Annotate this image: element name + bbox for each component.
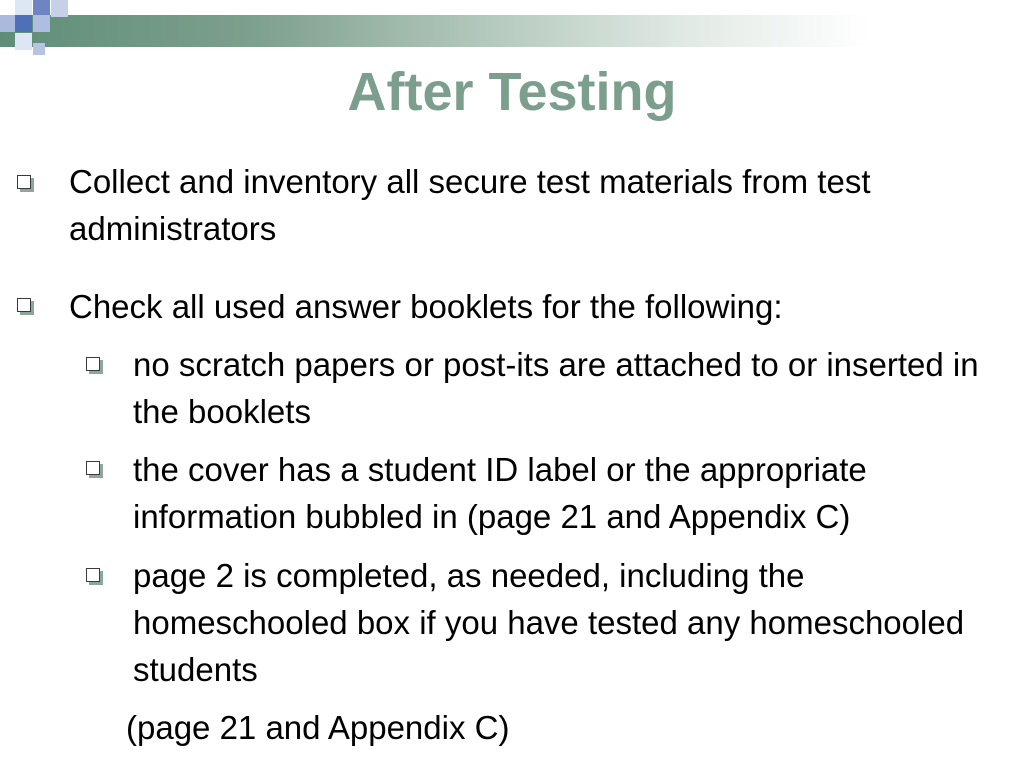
bullet-item-text: Collect and inventory all secure test materials from test administrators: [69, 163, 871, 247]
square-bullet-icon: [86, 461, 100, 475]
decorative-square: [15, 15, 32, 32]
sub-bullet-item-text: page 2 is completed, as needed, including the homeschooled box if you have tested any homeschooled students: [133, 557, 965, 688]
decorative-square: [51, 0, 68, 17]
slide-title: After Testing: [347, 62, 677, 122]
square-bullet-icon: [17, 298, 31, 312]
decorative-square: [15, 33, 32, 50]
square-bullet-icon: [17, 175, 31, 189]
sub-bullet-item-text: no scratch papers or post-its are attached to or inserted in the booklets: [133, 346, 979, 430]
bullet-item-text: Check all used answer booklets for the following:: [69, 288, 783, 325]
sub-bullet-item-text: the cover has a student ID label or the appropriate information bubbled in (page 21 and Appendix C): [133, 451, 867, 535]
trailing-reference-note: (page 21 and Appendix C): [126, 709, 510, 746]
header-gradient-bar: [0, 15, 1024, 47]
decorative-square: [33, 15, 50, 32]
decorative-square: [33, 43, 45, 55]
square-bullet-icon: [86, 568, 100, 582]
square-bullet-icon: [86, 357, 100, 371]
